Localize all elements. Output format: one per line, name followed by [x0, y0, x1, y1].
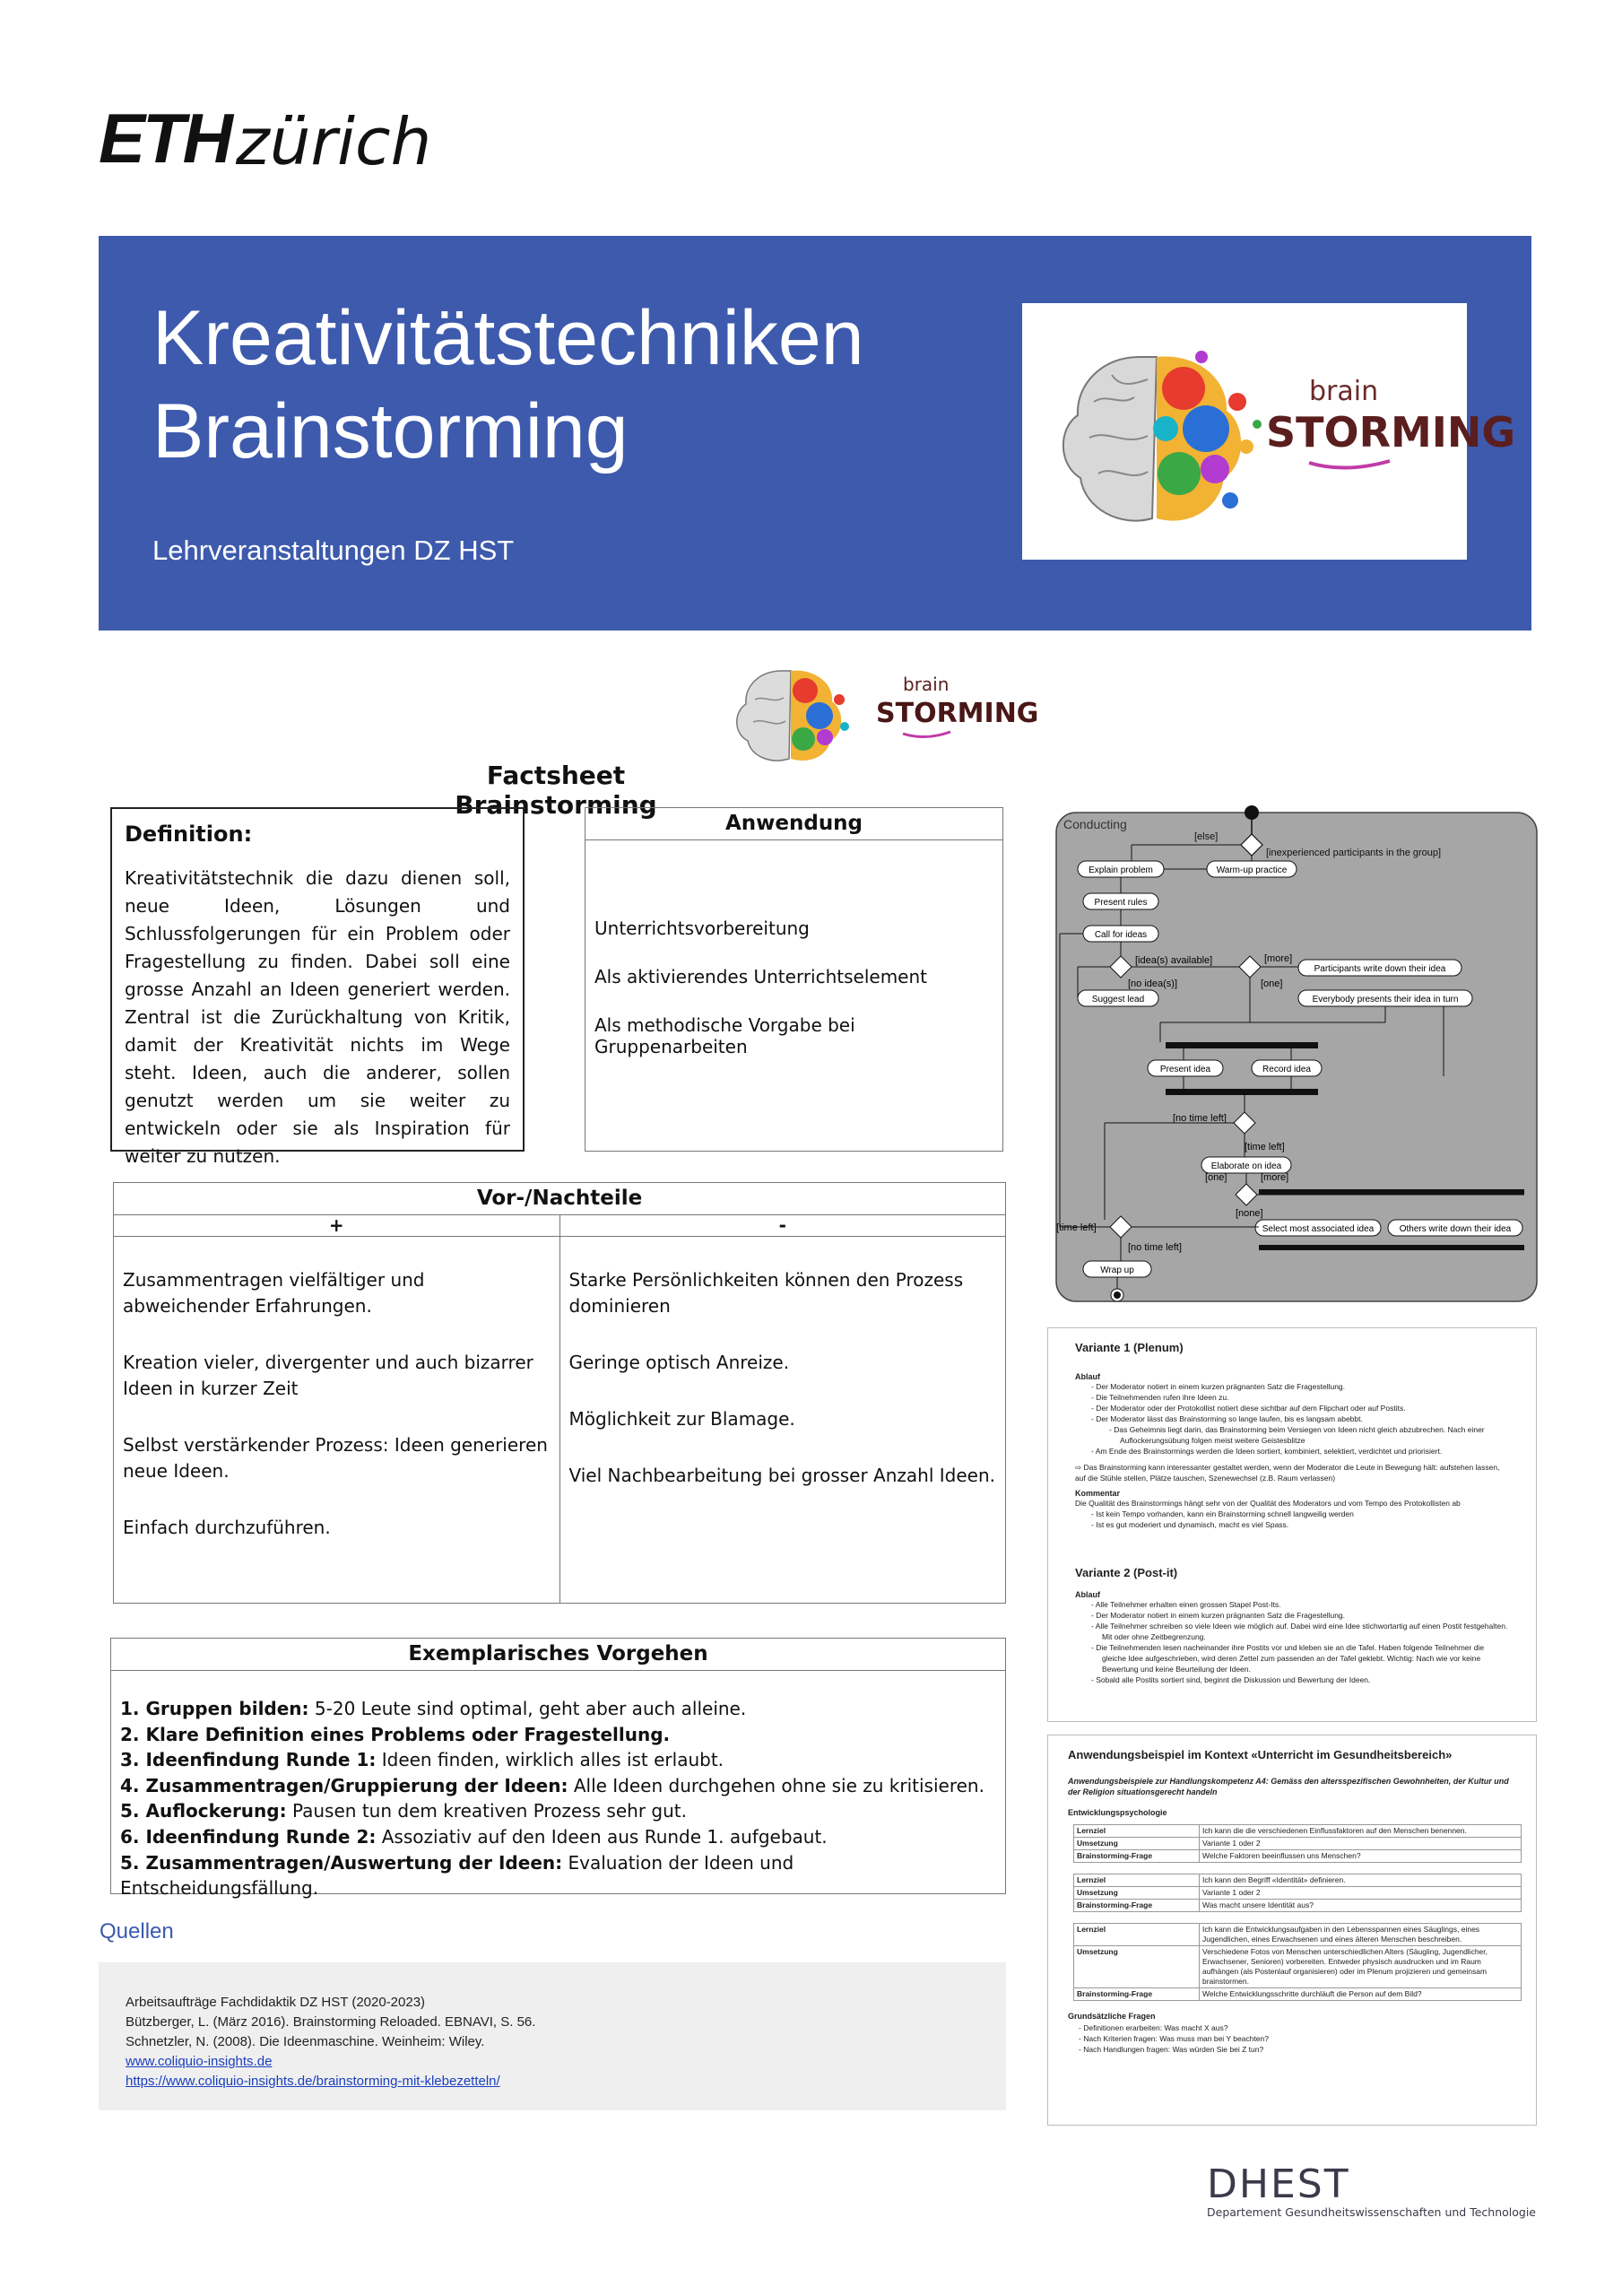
definition-title: Definition: — [125, 822, 253, 847]
vor-nachteile-table — [113, 1182, 1006, 1604]
title-line-1: Kreativitätstechniken — [152, 295, 864, 381]
anwendungsbeispiel-section: Entwicklungspsychologie — [1068, 1808, 1167, 1817]
brain-illustration-icon — [1063, 351, 1262, 521]
nachteil-item: Viel Nachbearbeitung bei grosser Anzahl Ideen. — [568, 1465, 995, 1486]
quellen-link[interactable]: https://www.coliquio-insights.de/brainstorming-mit-klebezetteln/ — [126, 2074, 500, 2089]
grundsaetzliche-fragen-list: - Definitionen erarbeiten: Was macht X aus? - Nach Kriterien fragen: Was muss man bei Y beachten? - Nach Handlungen fragen: Was würden Sie bei Z tun? — [1089, 2022, 1516, 2055]
flow-title: Conducting — [1063, 817, 1127, 831]
node-select-idea: Select most associated idea — [1262, 1224, 1375, 1234]
brainstorming-activity-diagram — [1049, 807, 1539, 1305]
lernziel-table-1: Lernziel Ich kann die die verschiedenen Einflussfaktoren auf den Menschen benennen. Umsetzung Variante 1 oder 2 Brainstorming-Frage Welche Faktoren beeinflussen uns Menschen? — [1073, 1824, 1522, 1863]
quellen-link[interactable]: www.coliquio-insights.de — [126, 2054, 273, 2069]
svg-text:[more]: [more] — [1264, 953, 1293, 964]
dhest-logo — [1207, 2161, 1536, 2219]
vorteile-column — [114, 1237, 560, 1603]
anwendungsbeispiel-subtitle: Anwendungsbeispiele zur Handlungskompetenz A4: Gemäss den altersspezifischen Gewohnheiten, der Kultur und der Religion situationsgerecht handeln — [1068, 1777, 1509, 1796]
nachteil-item: Geringe optisch Anreize. — [568, 1352, 790, 1373]
minus-header: - — [778, 1214, 786, 1236]
factsheet-logo-text-top: brain — [903, 674, 950, 695]
svg-text:[no time left]: [no time left] — [1128, 1242, 1182, 1253]
vorgehen-step: 5. Zusammentragen/Auswertung der Ideen: Evaluation der Ideen und Entscheidungsfällung. — [120, 1851, 794, 1900]
vorgehen-step: 6. Ideenfindung Runde 2: Assoziativ auf den Ideen aus Runde 1. aufgebaut. — [120, 1825, 828, 1848]
vorgehen-step: 2. Klare Definition eines Problems oder Fragestellung. — [120, 1723, 671, 1745]
lernziel-table-2: Lernziel Ich kann den Begriff «Identität» definieren. Umsetzung Variante 1 oder 2 Brainstorming-Frage Was macht unsere Identität aus? — [1073, 1874, 1522, 1912]
variante-1-title: Variante 1 (Plenum) — [1075, 1341, 1184, 1354]
node-call-for-ideas: Call for ideas — [1094, 930, 1148, 940]
anwendung-item: Unterrichtsvorbereitung — [594, 918, 810, 939]
nachteile-column — [560, 1237, 1006, 1603]
definition-box — [110, 807, 525, 1167]
quellen-line: Schnetzler, N. (2008). Die Ideenmaschine. Weinheim: Wiley. — [126, 2034, 485, 2049]
node-present-idea: Present idea — [1159, 1065, 1211, 1074]
brainstorming-banner-image — [1022, 303, 1516, 560]
svg-text:[time left]: [time left] — [1056, 1222, 1097, 1233]
variante-2-ablauf: Ablauf — [1075, 1590, 1100, 1599]
node-everybody-presents: Everybody presents their idea in turn — [1312, 995, 1459, 1004]
node-present-rules: Present rules — [1094, 898, 1148, 908]
node-suggest-lead: Suggest lead — [1091, 995, 1145, 1004]
banner-image-text-bottom: STORMING — [1266, 408, 1516, 457]
vorgehen-box — [110, 1638, 1006, 1900]
factsheet-logo-text-bottom: STORMING — [876, 698, 1039, 729]
banner-image-text-top: brain — [1309, 376, 1379, 407]
svg-text:[none]: [none] — [1236, 1208, 1263, 1219]
nachteil-item: Starke Persönlichkeiten können den Prozess dominieren — [568, 1269, 964, 1317]
svg-text:[else]: [else] — [1194, 831, 1219, 842]
svg-text:[time left]: [time left] — [1245, 1142, 1285, 1152]
svg-text:[no idea(s)]: [no idea(s)] — [1128, 978, 1178, 989]
vor-nachteile-subheader — [114, 1215, 1005, 1237]
node-elaborate: Elaborate on idea — [1210, 1161, 1282, 1171]
vorgehen-step: 3. Ideenfindung Runde 1: Ideen finden, wirklich alles ist erlaubt. — [120, 1749, 724, 1771]
eth-logo — [99, 99, 431, 179]
anwendung-box — [585, 807, 1003, 1152]
definition-text: Kreativitätstechnik die dazu dienen soll, neue Ideen, Lösungen und Schlussfolgerungen für ein Problem oder Fragestellung zu finden. Dabei soll eine grosse Anzahl an Ideen generiert werden. Zentral ist die Zurückhaltung von Kritik, damit der Kreativität nichts im Wege steht. Ideen, auch die anderer, sollen genutzt werden um sie weiter zu entwickeln oder sie als Inspiration für weiter zu nutzen. — [125, 867, 510, 1167]
svg-text:[idea(s) available]: [idea(s) available] — [1135, 955, 1213, 966]
varianten-document: Variante 1 (Plenum) Ablauf - Der Moderator notiert in einem kurzen prägnanten Satz die Fragestellung. - Die Teilnehmenden rufen ihre Ideen zu. - Der Moderator oder der Protokollist notiert diese sichtbar auf dem Flipchart oder auf Postits. - Der Moderator lässt das Brainstorming so lange laufen, bis es langsam abebbt. - Das Geheimnis liegt darin, das Brainstorming beim Versiegen von Ideen nicht gleich abzubrechen. Nach einer Auflockerungsübung folgen meist weitere Geistesblitze - Am Ende des Brainstormings werden die Ideen sortiert, kombiniert, selektiert, verdichtet und priorisiert. ⇨ Das Brainstorming kann interessanter gestaltet werden, wenn der Moderator die Leute in Bewegung hält: aufstehen lassen, auf die Stühle stellen, Plätze tauschen, Szenewechsel (z.B. Raum verlassen) Kommentar Die Qualität des Brainstormings hängt sehr von der Qualität des Moderators und vom Tempo des Protokollisten ab - Ist kein Tempo vorhanden, kann ein Brainstorming schnell langweilig werden - Ist es gut moderiert und dynamisch, macht es viel Spass. Variante 2 (Post-it) Ablauf - Alle Teilnehmer erhalten einen grossen Stapel Post-Its. - Der Moderator notiert in einem kurzen prägnanten Satz die Fragestellung. - Alle Teilnehmer schreiben so viele Ideen wie möglich auf. Dabei wird eine Idee stichwortartig auf einen Postit festgehalten. Mit oder ohne Zeitbegrenzung. - Die Teilnehmenden lesen nacheinander ihre Postits vor und kleben sie an die Tafel. Haben folgende Teilnehmer die gleiche Idee aufgeschrieben, wird deren Zettel zum passenden an der Tafel geklebt. Wichtig: Nach wie vor keine Bewertung und keine Beurteilung der Ideen. - Sobald alle Postits sortiert sind, beginnt die Diskussion und Bewertung der Ideen. — [1047, 1327, 1537, 1722]
quellen-box — [99, 1962, 1006, 2110]
variante-1-note: ⇨ Das Brainstorming kann interessanter gestaltet werden, wenn der Moderator die Leute in Bewegung hält: aufstehen lassen, auf die Stühle stellen, Plätze tauschen, Szenewechsel (z.B. Raum verlassen) — [1075, 1463, 1500, 1483]
quellen-line: Arbeitsaufträge Fachdidaktik DZ HST (2020-2023) — [126, 1995, 426, 2010]
vorteil-item: Kreation vieler, divergenter und auch bizarrer Ideen in kurzer Zeit — [123, 1352, 533, 1399]
svg-text:[no time left]: [no time left] — [1173, 1113, 1227, 1124]
node-participants-write: Participants write down their idea — [1314, 964, 1446, 974]
vorteil-item: Zusammentragen vielfältiger und abweichender Erfahrungen. — [123, 1269, 425, 1317]
vorgehen-step: 5. Auflockerung: Pausen tun dem kreativen Prozess sehr gut. — [120, 1800, 687, 1822]
vorgehen-step: 1. Gruppen bilden: 5-20 Leute sind optimal, geht aber auch alleine. — [120, 1698, 747, 1719]
svg-text:[inexperienced participants in: [inexperienced participants in the group] — [1266, 848, 1442, 858]
plus-header: + — [114, 1215, 560, 1236]
variante-1-list: - Der Moderator notiert in einem kurzen prägnanten Satz die Fragestellung. - Die Teilnehmenden rufen ihre Ideen zu. - Der Moderator oder der Protokollist notiert diese sichtbar auf dem Flipchart oder auf Postits. - Der Moderator lässt das Brainstorming so lange laufen, bis es langsam abebbt. - Das Geheimnis liegt darin, das Brainstorming beim Versiegen von Ideen nicht gleich abzubrechen. Nach einer Auflockerungsübung folgen meist weitere Geistesblitze - Am Ende des Brainstormings werden die Ideen sortiert, kombiniert, selektiert, verdichtet und priorisiert. — [1102, 1381, 1509, 1457]
grundsaetzliche-fragen-title: Grundsätzliche Fragen — [1068, 2012, 1156, 2021]
vorteil-item: Einfach durchzuführen. — [123, 1517, 331, 1538]
node-explain-problem: Explain problem — [1089, 865, 1153, 875]
variante-1-kommentar: Kommentar — [1075, 1489, 1121, 1498]
vor-nachteile-title: Vor-/Nachteile — [114, 1183, 1005, 1215]
variante-2-title: Variante 2 (Post-it) — [1075, 1566, 1178, 1579]
title-line-2: Brainstorming — [152, 388, 629, 474]
anwendung-list — [585, 840, 1002, 1057]
nachteil-item: Möglichkeit zur Blamage. — [568, 1408, 795, 1430]
dhest-logo-main: DHEST — [1207, 2161, 1350, 2207]
eth-logo-bold: ETH — [99, 99, 230, 178]
node-warmup: Warm-up practice — [1216, 865, 1288, 875]
eth-logo-rest: zürich — [236, 104, 432, 179]
dhest-logo-sub: Departement Gesundheitswissenschaften und Technologie — [1207, 2205, 1536, 2219]
anwendungsbeispiel-title: Anwendungsbeispiel im Kontext «Unterricht im Gesundheitsbereich» — [1068, 1748, 1453, 1761]
svg-text:[more]: [more] — [1261, 1172, 1289, 1183]
quellen-line: Bützberger, L. (März 2016). Brainstorming Reloaded. EBNAVI, S. 56. — [126, 2014, 536, 2030]
svg-text:[one]: [one] — [1261, 978, 1283, 989]
page-subtitle: Lehrveranstaltungen DZ HST — [152, 535, 515, 566]
variante-2-list: - Alle Teilnehmer erhalten einen grossen Stapel Post-Its. - Der Moderator notiert in einem kurzen prägnanten Satz die Fragestellung. - Alle Teilnehmer schreiben so viele Ideen wie möglich auf. Dabei wird eine Idee stichwortartig auf einen Postit festgehalten. Mit oder ohne Zeitbegrenzung. - Die Teilnehmenden lesen nacheinander ihre Postits vor und kleben sie an die Tafel. Haben folgende Teilnehmer die gleiche Idee aufgeschrieben, wird deren Zettel zum passenden an der Tafel geklebt. Wichtig: Nach wie vor keine Bewertung und keine Beurteilung der Ideen. - Sobald alle Postits sortiert sind, beginnt die Diskussion und Bewertung der Ideen. — [1102, 1599, 1509, 1685]
vorgehen-title: Exemplarisches Vorgehen — [111, 1639, 1005, 1671]
anwendung-title: Anwendung — [585, 808, 1002, 840]
node-record-idea: Record idea — [1262, 1065, 1311, 1074]
anwendungsbeispiel-document — [1047, 1735, 1537, 2126]
vorgehen-step: 4. Zusammentragen/Gruppierung der Ideen: Alle Ideen durchgehen ohne sie zu kritisieren. — [120, 1774, 984, 1796]
lernziel-table-3: Lernziel Ich kann die Entwicklungsaufgaben in den Lebensspannen eines Säuglings, eines Jugendlichen, eines Erwachsenen und eines älteren Menschen beschreiben. Umsetzung Verschiedene Fotos von Menschen unterschiedlichen Alters (Säugling, Jugendlicher, Erwachsener, Senioren) vorbereiten. Entweder physisch ausdrucken und im Raum aufhängen (als Postenlauf organisieren) oder im Plenum projizieren und gemeinsam brainstormen. Brainstorming-Frage Welche Entwicklungsschritte durchläuft die Person auf dem Bild? — [1073, 1923, 1522, 2001]
variante-1-ablauf: Ablauf — [1075, 1372, 1100, 1381]
vorteil-item: Selbst verstärkender Prozess: Ideen generieren neue Ideen. — [123, 1434, 548, 1482]
page-title — [152, 291, 864, 478]
svg-text:[one]: [one] — [1205, 1172, 1227, 1183]
factsheet-title: Factsheet Brainstorming — [455, 761, 657, 820]
vorgehen-list — [111, 1671, 1005, 1901]
factsheet-logo — [728, 646, 1039, 762]
brain-small-icon — [737, 671, 849, 761]
anwendung-item: Als aktivierendes Unterrichtselement — [594, 966, 928, 987]
node-wrap-up: Wrap up — [1100, 1265, 1134, 1275]
anwendung-item: Als methodische Vorgabe bei Gruppenarbeiten — [594, 1014, 855, 1057]
node-others-write: Others write down their idea — [1399, 1224, 1512, 1234]
quellen-title: Quellen — [100, 1919, 174, 1944]
